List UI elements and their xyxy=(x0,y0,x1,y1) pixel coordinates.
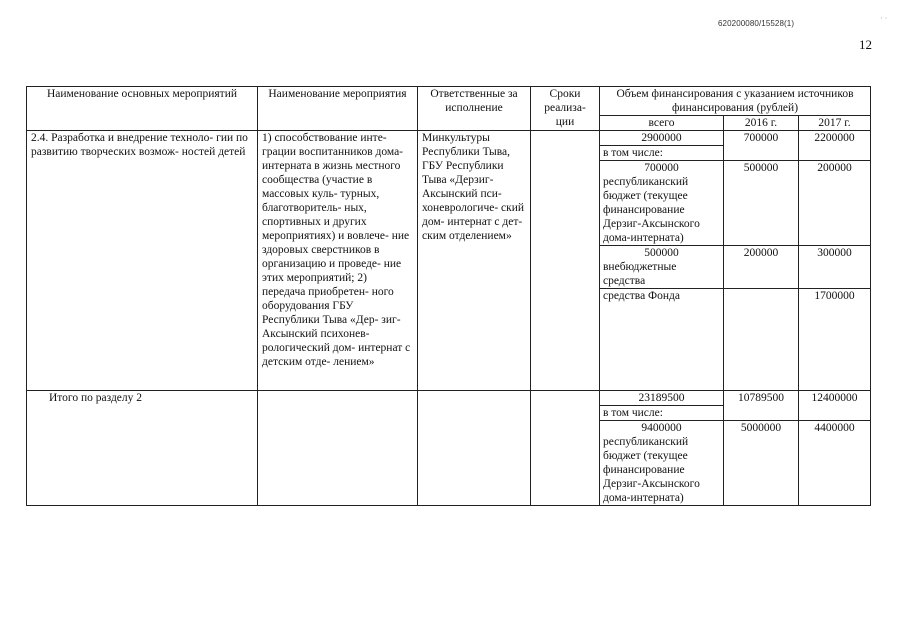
source-2016-cell xyxy=(724,289,799,391)
col-header-measures: Наименование основных мероприятий xyxy=(27,87,258,131)
col-header-2017: 2017 г. xyxy=(799,116,871,131)
source-cell xyxy=(600,246,724,289)
col-header-financing: Объем финансирования с указанием источников финансирования (рублей) xyxy=(600,87,871,116)
table-row xyxy=(27,131,871,146)
total-label-cell: Итого по разделу 2 xyxy=(27,391,258,506)
including-label: в том числе: xyxy=(600,406,724,421)
corner-mark: · · xyxy=(880,14,888,23)
activity-cell: 1) способствование инте- грации воспитанников дома-интерната в жизнь местного сообщества (участие в массовых куль- турных, благотворитель- ных, спортивных и других мероприятиях) и вовлече- ние здоровых сверстников в организацию и проведе- ние этих мероприятий; 2) передача приобретен- ного оборудования ГБУ Республики Тыва «Дер- зиг-Аксынский психонев- рологический дом- интернат с детским отде- лением» xyxy=(258,131,418,391)
financing-table xyxy=(26,86,871,506)
source-2016-cell: 5000000 xyxy=(724,421,799,506)
source-2017-cell: 4400000 xyxy=(799,421,871,506)
source-name: республиканский бюджет (текущее финансирование Дерзиг-Аксынского дома-интерната) xyxy=(603,436,700,504)
source-name: внебюджетные средства xyxy=(603,261,677,287)
including-label: в том числе: xyxy=(600,146,724,161)
col-header-2016: 2016 г. xyxy=(724,116,799,131)
responsible-cell: Минкультуры Республики Тыва, ГБУ Республики Тыва «Дерзиг- Аксынский пси- хоневрологиче- ский дом- интернат с дет- ским отделением» xyxy=(418,131,531,391)
source-cell xyxy=(600,289,724,391)
source-2016-cell: 200000 xyxy=(724,246,799,289)
measure-cell: 2.4. Разработка и внедрение техноло- гии по развитию творческих возмож- ностей детей xyxy=(27,131,258,391)
source-name: республиканский бюджет (текущее финансирование Дерзиг-Аксынского дома-интерната) xyxy=(603,176,700,244)
total-2016-cell: 700000 xyxy=(724,131,799,161)
source-2017-cell: 300000 xyxy=(799,246,871,289)
empty-cell xyxy=(531,391,600,506)
source-amount: 700000 xyxy=(644,162,679,174)
col-header-activity: Наименование мероприятия xyxy=(258,87,418,131)
source-2016-cell: 500000 xyxy=(724,161,799,246)
col-header-responsible: Ответственные за исполнение xyxy=(418,87,531,131)
source-2017-cell: 200000 xyxy=(799,161,871,246)
page-number: 12 xyxy=(859,37,872,52)
source-cell xyxy=(600,161,724,246)
header-row xyxy=(27,87,871,116)
total-amount-cell: 2900000 xyxy=(600,131,724,146)
source-cell xyxy=(600,421,724,506)
source-amount: 500000 xyxy=(644,247,679,259)
source-2017-cell: 1700000 xyxy=(799,289,871,391)
terms-cell xyxy=(531,131,600,391)
col-header-total: всего xyxy=(600,116,724,131)
total-2017-cell: 12400000 xyxy=(799,391,871,421)
total-amount-cell: 23189500 xyxy=(600,391,724,406)
source-name: средства Фонда xyxy=(603,290,680,302)
empty-cell xyxy=(418,391,531,506)
table-row xyxy=(27,391,871,406)
total-2017-cell: 2200000 xyxy=(799,131,871,161)
empty-cell xyxy=(258,391,418,506)
col-header-terms: Сроки реализа- ции xyxy=(531,87,600,131)
source-amount: 9400000 xyxy=(641,422,682,434)
total-2016-cell: 10789500 xyxy=(724,391,799,421)
document-id: 620200080/15528(1) xyxy=(718,19,795,28)
